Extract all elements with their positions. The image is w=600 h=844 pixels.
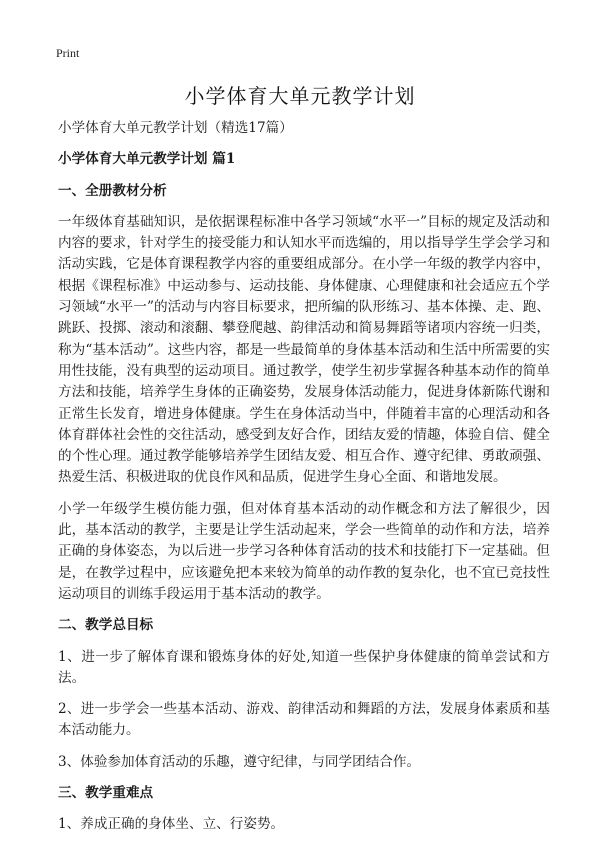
goal-item-2: 2、进一步学会一些基本活动、游戏、韵律活动和舞蹈的方法，发展身体素质和基本活动能力。 [58,701,550,739]
goal-item-1: 1、进一步了解体育课和锻炼身体的好处,知道一些保护身体健康的简单尝试和方法。 [58,648,550,686]
part3-heading: 三、教学重难点 [58,785,154,802]
part2-heading: 二、教学总目标 [58,617,154,634]
part1-paragraph-2: 小学一年级学生模仿能力强，但对体育基本活动的动作概念和方法了解很少，因此，基本活动的教学，主要是让学生活动起来，学会一些简单的动作和方法，培养正确的身体姿态，为以后进一步学习各种体育活动的技术和技能打下一定基础。但是，在教学过程中，应该避免把本来较为简单的动作教的复杂化，也不宜已竞技性运动项目的训练手段运用于基本活动的教学。 [58,500,550,602]
part1-heading: 一、全册教材分析 [58,182,167,199]
section-heading: 小学体育大单元教学计划 篇1 [58,151,236,168]
document-body [58,118,550,844]
part1-paragraph-1: 一年级体育基础知识，是依据课程标准中各学习领域“水平一”目标的规定及活动和内容的要求，针对学生的接受能力和认知水平而选编的，用以指导学生学会学习和活动实践，它是体育课程教学内容的重要组成部分。在小学一年级的教学内容中，根据《课程标准》中运动参与、运动技能、身体健康、心理健康和社会适应五个学习领域“水平一”的活动与内容目标要求，把所编的队形练习、基本体操、走、跑、跳跃、投掷、滚动和滚翻、攀登爬越、韵律活动和简易舞蹈等诸项内容统一归类，称为“基本活动”。这些内容，都是一些最简单的身体基本活动和生活中所需要的实用性技能，没有典型的运动项目。通过教学，使学生初步掌握各种基本动作的简单方法和技能，培养学生身体的正确姿势，发展身体活动能力，促进身体新陈代谢和正常生长发育，增进身体健康。学生在身体活动当中，伴随着丰富的心理活动和各体育群体社会性的交往活动，感受到友好合作，团结友爱的情趣，体验自信、健全的个性心理。通过教学能够培养学生团结友爱、相互合作、遵守纪律、勇敢顽强、热爱生活、积极进取的优良作风和品质，促进学生身心全面、和谐地发展。 [58,213,550,486]
page-title: 小学体育大单元教学计划 [184,84,416,108]
key-point-1: 1、养成正确的身体坐、立、行姿势。 [58,816,285,833]
print-label: Print [56,46,80,60]
goal-item-3: 3、体验参加体育活动的乐趣，遵守纪律，与同学团结合作。 [58,753,421,770]
document-subtitle: 小学体育大单元教学计划（精选17篇） [58,120,293,136]
